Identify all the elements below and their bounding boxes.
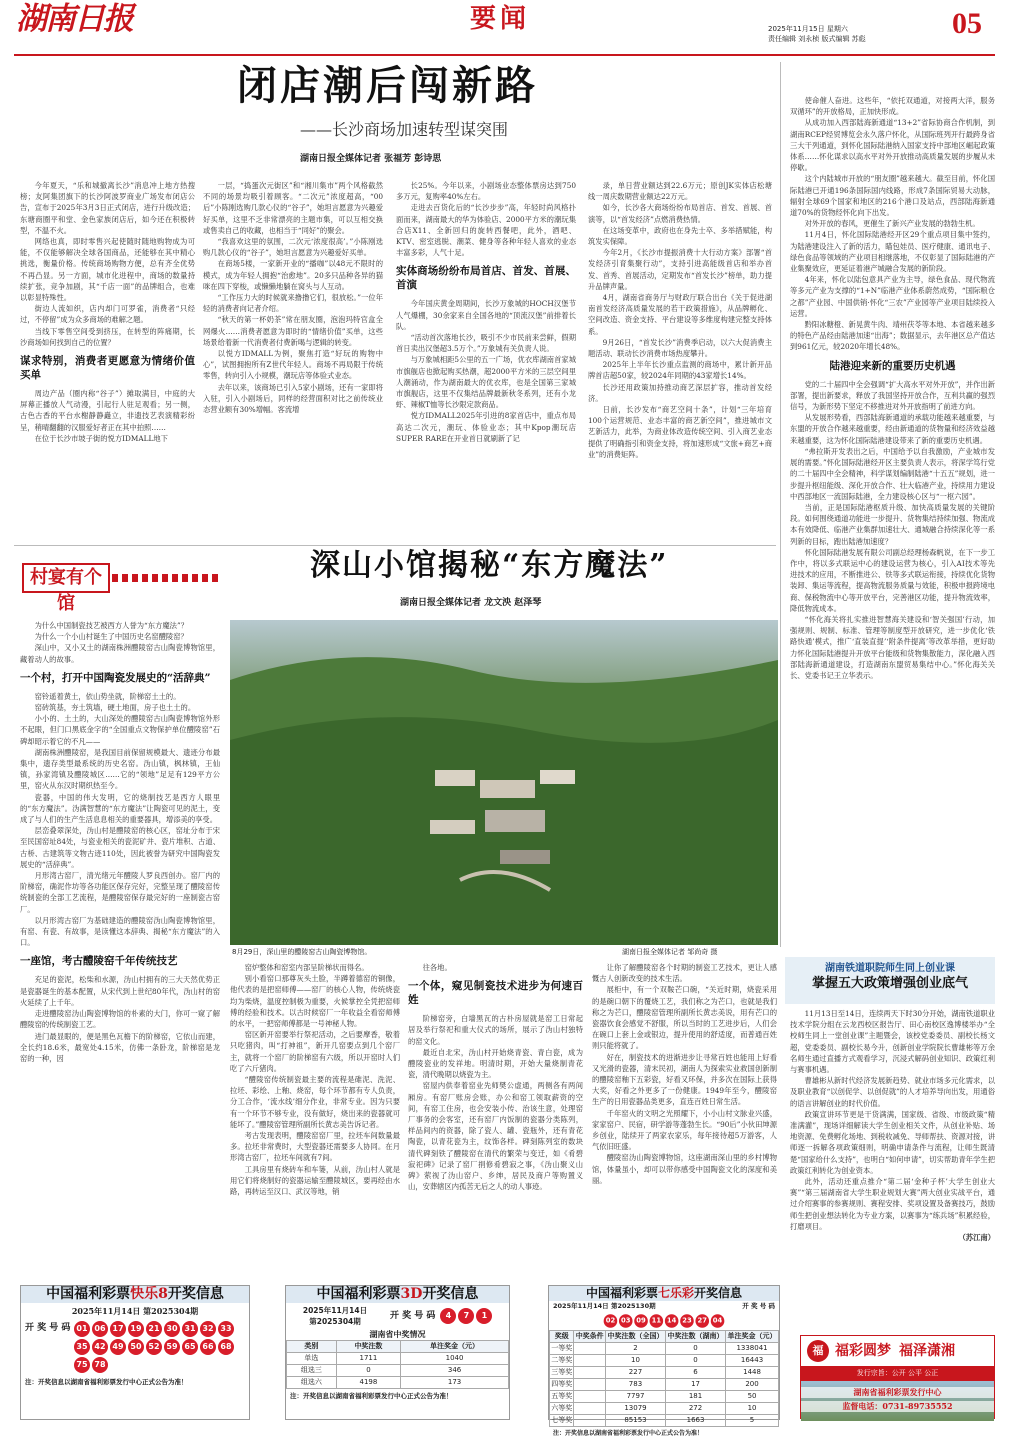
lottery-kl8-numbers [73, 1320, 245, 1374]
number-ball: 68 [218, 1339, 234, 1355]
number-ball: 03 [619, 1314, 633, 1328]
ad-line3: 监督电话：0731-89735552 [801, 1401, 994, 1412]
table-row: 二等奖 10 0 16443 [550, 1355, 779, 1367]
table-row: 七等奖 85153 1663 5 [550, 1415, 779, 1427]
number-ball: 23 [680, 1314, 694, 1328]
story2-column-1: 为什么中国制瓷技艺被西方人誉为“东方魔法”？ 为什么一个小山村诞生了中国历史名窑醴陵窑？ 深山中，又小又土的湖南株洲醴陵窑古山陶瓷博物馆里，藏着动人的故事。 一个村，打开中国陶瓷发展史的“活辞典” 窑铃遥着黄土，依山势坐就，阶梯窑土土的。 窑砖筑基，夯土筑墙，硬土地面，房子也土土的。 小小的、土土的，大山深处的醴陵窑古山陶瓷博物馆外形不起眼，但门口黑底金字的“全国重点文物保护单位醴陵窑”石碑却昭示着它的不凡—— 湖南株洲醴陵窑，是我国目前保留规模最大、遗迹分布最集中，遗存类型最系统的历史名窑。沩山镇，枫林镇，王仙镇，孙家湾镇及醴陵城区……它的“领地”足足有129平方公里，窑火从东汉时期织热至今。 瓷器，中国的伟大发明，它的烧制技艺是西方人眼里的“东方魔法”。沩满智慧的“东方魔法”让陶瓷可见的泥土，变成了与人们的生产生活息息相关的重要器具，增添美的享受。 层峦叠翠深处，沩山村是醴陵窑的核心区，窑址分布于宋至民国窑址84处，与瓷业相关的瓷泥矿井、瓷片堆积、古道、古桥、古建筑等文物古迹110处，因此被誉为研究中国陶瓷发展史的“活辞典”。 月形湾古窑厂，清光绪元年醴陵人罗良西创办。窑厂内的阶梯窑，确泥作坊等各功能区保存完好，完整呈现了醴陵窑传统制瓷的全部工艺流程，是醴陵窑保存最完好的一座制瓷古窑厂。 以月形湾古窑厂为基础建造的醴陵窑沩山陶瓷博物馆里，有窑、有瓷、有故事，是读懂这本辞典、揭秘“东方魔法”的入口。 一座馆，考古醴陵窑千年传统技艺 充足的瓷泥，松柴和水源，沩山村拥有的三大天然优势正是瓷器诞生的基本配置，从宋代到上世纪80年代，沩山村的窑火延续了上千年。 走进醴陵窑沩山陶瓷博物馆的朴素的大门，你可一窥了解醴陵窑的传统制瓷工艺。 进门最显眼的，便是黑色瓦檐下的阶梯窑，它依山而建，全长约18.6米，最宽处4.15米，仿佛一条卧龙，阶梯窑是龙窑的一种，因 [20, 621, 220, 1063]
lottery-kl8-label: 开 奖 号 码 [25, 1323, 71, 1333]
page-number: 05 [952, 7, 982, 40]
table-row: 组选三 0 346 [287, 1365, 509, 1377]
ad-title-a: 福彩圆梦 [835, 1342, 891, 1359]
lottery-3d-table: 类别 中奖注数 单注奖金（元） 单选 1711 1040 组选三 0 346 组选六 4198 173 [286, 1340, 509, 1389]
number-ball: 21 [146, 1321, 162, 1337]
number-ball: 78 [92, 1357, 108, 1373]
story2-column-3: 往各地。 一个体，窥见制瓷技术进步为何速百姓 阶梯窑旁，白墙黑瓦的古朴房屋就是窑工日常起居及举行祭祀和重大仪式的场所，展示了沩山村独特的窑文化。 最近自北宋，沩山村开始烧青瓷、青白瓷，成为醴陵瓷业的发祥地。明清时期，开始大量烧制青花瓷，清代晚期以烧瓷为主。 窑屋内供奉着窑业先师樊公虚通，两侧各有两间厢房。有窑厂账房会账，办公和窑工领取薪资的空间，有窑工住房，也会安装小传、治该生意，处理窑厂事务的会客室，还有窑厂内饭制的瓷器分类陈列，样品间内的资器，除了瓷人、罐、瓷瓶外，还有青花陶瓷，以青花瓷为主，纹饰各样。碑刻陈列室的数块清代碑刻铁了醴陵窑在清代的繁荣与变迁，如《肴碧寂祀碑》记录了窑厂捐修肴碧寂之事，《沩山聚义山碑》萦视了沩山窑户、乡绅，居民及商户等购置义山，安葬辖区内孤苦无后之人的动人事迹。 [408, 963, 583, 1192]
story1-column-1: 今年夏天，“乐和城撤离长沙”消息冲上地方热搜榜；友阿集团旗下的长沙阿波罗商业广场发布闭店公告，宣布于2025年3月3日正式闭店，进行升级改造；东塘商圈平和堂、金色家族闭店后，如今还在积极转型，不温不火。 网络也真，即时零售兴起使随时随地购物成为可能，不仅能够解决全球各国商品，还能够在其中精心挑选，衡量价格。传统商场购物方便，总有齐全优势不再凸显。另一方面，城市化进程中，商场的数量持续扩张，竞争加剧，其“千店一面”的品牌组合，也难以彰显特殊性。 街边人流如织，店内却门可罗雀，消费者“只经过，不停留”成为众多商场的难解之题。 当线下零售空间受到挤压，在转型的阵痛期，长沙商场如何找到自己的位置？ 谋求特别，消费者更愿意为情绪价值买单 周边产品（圈内称“谷子”）摊取满目，中庭的大屏幕正播放人气动漫，引起行人驻足观看；另一侧，古色古香的平台水榭静静矗立，非遗技艺表演精彩纷呈，稍晴翻翻的汉服爱好者正在其中拍照…… 在位于长沙市坡子街的悦方IDMALL地下 [20, 181, 195, 443]
lottery-7lc-table: 奖级 中奖条件 中奖注数（全国） 中奖注数（湖南） 单注奖金（元） 一等奖 2 0 1338041 二等奖 10 0 16443 三等奖 227 6 1448 四等奖 783 17 200 五等奖 7797 181 50 六等奖 13079 272 10 七等奖 85153 1663 5 [549, 1330, 779, 1427]
number-ball: 04 [711, 1314, 725, 1328]
photo-caption: 8月29日，深山里的醴陵窑古山陶瓷博物馆。 [232, 948, 372, 956]
lottery-kl8-title: 中国福利彩票快乐8开奖信息 [21, 1286, 249, 1303]
lottery-kl8-panel [20, 1285, 250, 1420]
number-ball: 50 [128, 1339, 144, 1355]
story1-column-5: 使命催人奋进。这些年，“依托双通道，对接两大洋，服务双循环”的开放格局，正加快形成。 从成功加入西部陆海新通道“13+2”省际协商合作机制，到湖南RCEP经贸博览会永久落户怀化，从国际班列开行最跨身省三大干列通道，到怀化国际陆港纳入国家支持中部地区崛起政策体系……怀化谋求以高水平对外开放推动高质量发展的步履从未停歇。 这个内陆城市开放的“朋友圈”越来越大。截至目前，怀化国际陆港已开通196条国际国内线路，形成7条国际贸易大动脉，辐射全球69个国家和地区的216个港口及站点，西部陆海新通道70%的货物经怀化向下出发。 对外开放的春风，更催生了新兴产业发展的勃勃生机。 11月4日，怀化国际陆港经开区29个重点项目集中签约，为陆港建设注入了新的活力，瞄包娃员、医疗健康、通讯电子、绿色食品等领域的产业项目相继落地，不仅彰显了国际陆港的产业集聚效应，更延证着港产城融合发展的新阶段。 4年来，怀化以陆包意具产业为主导，绿色食品、现代物流等多元产业为支撑的“1+N”临港产业体系蔚然成势，“国际粮仓之都”产业园、中国供销·怀化“三农”产业园等产业项目陆续投入运营。 黔阳冰糖橙、新晃黄牛肉、靖州茯苓等本地、本省越来越多的特色产品经由陆港加速“出海”；数据显示，去年港区总产值达到961亿元，较2020年增长48%。 陆港迎来新的重要历史机遇 党的二十届四中全会强调“扩大高水平对外开放”，并作出新部署，提出新要求，释放了我国坚持开放合作，互利共赢的强烈信号，为新形势下坚定不移推进对外开放指明了前进方向。 从发展形势看，西部陆海新通道的承载功能越来越重要，与东盟的开放合作越来越重要，经由新通道的货物量和经济效益越来越重要，这为怀化国际陆港建设带来了新的重要历史机遇。 “弗拉斯开发表出之后，中国给予以自我激励，产业城市发展的需要。”怀化国际陆港经开区主要负责人表示，将深学笃行党的二十届四中全会精神，科学谋划编制陆港“十五五”规划，进一步提升枢纽能级、深化开放合作、壮大临港产业，持续用力建设中西部地区一流国际陆港，全力建设核心区与“一枢六园”。 当前，正是国际陆港枢质升级、加快高质量发展的关键阶段。如何围绕通道功能进一步提升、货物集结持续加强、物流成本有效降低、临港产业集群加速壮大、通城融合持续深化等一系列新的目标，跑出陆港加速度？ 怀化国际陆港发展有限公司副总经理杨森帆说，在下一步工作中，将以多式联运中心的建设运营为核心，引入AI技术等先进技术的应用，不断推进公、铁等多式联运衔接，持续优化货物装卸、集运等流程，提高物流服务质量与效能，积极申报跨境电商、保税物流中心等开放平台，完善港区功能，提升物流效率，降低物流成本。 “怀化海关将扎实推进智慧海关建设和‘智关强国’行动，加强规则、规制、标准、管理等制度型开放研究，进一步优化‘铁路快通’模式，推广‘直装直提’‘附条件提离’等改革举措，更好助力怀化国际陆港提升开放平台能级和货物集散能力，深化融入西部陆海新通道建设，打造湖南东盟贸易集结中心。”怀化海关关长、党委书记王立华表示。 [790, 96, 995, 680]
section-title: 要闻 [470, 4, 531, 34]
story2-subheading-c: 一个体，窥见制瓷技术进步为何速百姓 [408, 980, 583, 1007]
story1-byline: 湖南日报全媒体记者 张福芳 彭诗思 [300, 154, 442, 164]
story1-column-4: 录，单日营业额达到22.6万元；原创JK实体店松塘线一周庆数期营业额达22万元。 如今，长沙各大商场纷纷布局首店、首发、首展、首演等，以“首发经济”点燃消费热情。 在这场变革中，政府也在身先士卒、多举措赋能，构筑发实保障。 今年2月，《长沙市提振消费十大行动方案》部署“首发经济引育集聚行动”，支持引进高能级首店和举办首发、首秀、首展活动，定期发布“首发长沙”榜单，助力提升品牌声量。 4月，湖南省商务厅与财政厅联合出台《关于促进湖南首发经济高质量发展的若干政策措施》，从品牌孵化、空间改造、资金支持、平台建设等多维度构建完整支持体系。 9月26日，“首发长沙”消费季启动，以六大促消费主题活动、联动长沙消费市场热度攀升。 2025年上半年长沙重点监测的商场中，累计新开品牌首店超50家，较2024年同期的43家增长14%。 长沙还用政策加持推动商艺深层扩容，推动首发经济。 日前，长沙发布“商艺空间十条”，计划“三年培育100个运营规范、业态丰富的商艺新空间”，推进城市文艺新活力，此举，为商业体改造传统空间、引入商艺业态提供了明确指引和资金支持，将加速形成“文旅+商艺+商业”的消费矩阵。 [588, 181, 772, 459]
column-divider [780, 62, 781, 947]
editors-line: 责任编辑 刘永桢 版式编辑 苏彪 [768, 35, 866, 43]
lottery-3d-numbers [439, 1307, 493, 1325]
ad-line1: 发行宗旨：公开 公平 公正 [801, 1366, 994, 1381]
number-ball: 30 [164, 1321, 180, 1337]
lottery-7lc-issue: 2025年11月14日 第2025130期 [553, 1302, 656, 1310]
lottery-7lc-numbers [566, 1313, 762, 1328]
table-row: 五等奖 7797 181 50 [550, 1391, 779, 1403]
number-ball: 49 [110, 1339, 126, 1355]
table-row: 组选六 4198 173 [287, 1377, 509, 1389]
banner-decoration [112, 574, 222, 582]
sidebar-author: （苏江南） [958, 1233, 995, 1243]
table-row: 一等奖 2 0 1338041 [550, 1343, 779, 1355]
lottery-7lc-title: 中国福利彩票七乐彩开奖信息 [549, 1286, 779, 1301]
number-ball: 75 [74, 1357, 90, 1373]
sidebar-title-box [785, 957, 995, 1004]
story1-subheading-a: 谋求特别，消费者更愿意为情绪价值买单 [20, 355, 195, 382]
story2-byline: 湖南日报全媒体记者 龙文泱 赵泽琴 [400, 598, 542, 608]
lottery-7lc-panel [548, 1285, 780, 1437]
story1-column-3: 长25%。今年以来，小剧场业态整体票房达到750多万元，复购率40%左右。 走进去百货化后的“长沙步步”高，年轻时尚风格扑面而来，湖南最大的华为体验店、2000平方米的潮玩集合店X11、全新回归的旋转西餐吧，此外，酒吧、KTV、密室逃脱、潮菜、健身等各种年轻人喜欢的业态丰富多彩，人气十足。 实体商场纷纷布局首店、首发、首展、首演 今年国庆黄金周期间，长沙万象城的HOCH汉堡节人气爆棚，30余家来自全国各地的“顶流汉堡”前排着长队。 “活动首次落地长沙，吸引不少市民前来尝鲜，假期首日卖出汉堡超3.5万个。”万象城有关负责人说。 与万象城相距5公里的五一广场，优衣库湖南首家城市旗舰店也掀起购买热潮，超2000平方米的三层空间里人潮涌动，作为湖南最大的优衣库，也是全国第三家城市旗舰店，这里不仅集结品牌最新秋冬系列，还有小龙虾、辣椒T恤等长沙限定款商品。 悦方IDMALL2025年引进的8家首店中，重点布局高达二次元，潮玩、体验业态；其中Kpop潮玩店SUPER RARE在开业首日就刷新了记 [396, 181, 576, 443]
table-row: 四等奖 783 17 200 [550, 1379, 779, 1391]
number-ball: 27 [695, 1314, 709, 1328]
table-row: 单选 1711 1040 [287, 1353, 509, 1365]
number-ball: 42 [92, 1339, 108, 1355]
photo-credit: 湖南日报全媒体记者 邹尚奇 摄 [622, 948, 718, 956]
lottery-kl8-note: 注：开奖信息以湖南省福利彩票发行中心正式公告为准！ [25, 1378, 188, 1386]
ad-city-image [801, 1381, 994, 1421]
number-ball: 14 [665, 1314, 679, 1328]
lottery-7lc-note: 注：开奖信息以湖南省福利彩票发行中心正式公告为准！ [553, 1430, 704, 1437]
date-line: 2025年11月15日 星期六 [768, 25, 848, 33]
number-ball: 59 [164, 1339, 180, 1355]
date-meta [768, 24, 866, 44]
number-ball: 7 [458, 1308, 474, 1324]
number-ball: 17 [110, 1321, 126, 1337]
number-ball: 19 [128, 1321, 144, 1337]
number-ball: 4 [440, 1308, 456, 1324]
story1-subheading-b: 实体商场纷纷布局首店、首发、首展、首演 [396, 265, 576, 292]
table-row: 六等奖 13079 272 10 [550, 1403, 779, 1415]
lottery-logo-icon: 福 [807, 1340, 829, 1362]
story-divider [14, 545, 776, 546]
number-ball: 33 [218, 1321, 234, 1337]
story1-subheading-c: 陆港迎来新的重要历史机遇 [829, 359, 956, 372]
lottery-3d-table-title: 湖南省中奖情况 [369, 1330, 426, 1339]
ad-line2: 湖南省福利彩票发行中心 [801, 1387, 994, 1398]
lottery-3d-panel [285, 1285, 510, 1420]
lottery-3d-issue: 第2025304期 [309, 1317, 361, 1326]
number-ball: 32 [200, 1321, 216, 1337]
lottery-3d-note: 注：开奖信息以湖南省福利彩票发行中心正式公告为准！ [290, 1392, 453, 1400]
story1-subhead: ——长沙商场加速转型谋突围 [300, 120, 509, 139]
lottery-3d-title: 中国福利彩票3D开奖信息 [286, 1286, 509, 1303]
sidebar-body: 11月13日至14日，连续两天下时30分开始，湖南铁道职业技术学院分组在云龙西校区报告厅、田心南校区逸博楼举办“全校师生同上一堂创业课”主题暨会，该校党委委员、副校长杨文超，党委委员、副校长易今升，创新创业学院院长曹雄彬等万余名师生通过直播方式观看学习，沉浸式解码创业知识、政策红利与赛事机遇。 曹雄彬从新时代经济发展新趋势、就业市场多元化需求，以及职业教育“以创促学、以创促就”的人才培养导向出发，用通俗的语言讲解创业的时代价值。 政策宣讲环节更是干货满满，国家级、省级、市级政策“精准满灌”，现场详细解读大学生创业相关文件，从创业补贴、场地资源、免费孵化场地、到税收减免、导师帮扶、资源对接，讲师逐一拆解各项政策细则，明确申请条件与流程，让师生既清楚“国家给什么支持”，也明白“如何申请”，切实帮助青年学生把政策红利转化为创业资本。 此外，活动还重点推介“第二届‘金种子杯’大学生创业大赛”“第三届湖南省大学生职业规划大赛”两大创业实战平台，通过介绍赛事的参赛规则、赛程安排、奖项设置及备赛技巧，鼓励师生把创业想法转化为专业方案，以赛事为“练兵场”积累经验，打磨项目。 （苏江南） [790, 1009, 995, 1243]
masthead-rule [14, 54, 995, 56]
story1-column-2: 一层，“捣蛋次元街区”和“湘川集市”两个风格截然不同的场景均吸引着顾客。“二次元”浓度超高，“00后”小陈刚选购几款心仪的“谷子”，她坦言愿意为兴趣爱好买单，这里不乏非常漂亮的主题市集，可以互相交换或售卖自己的收藏，也相当于“同好”的聚会。 “我喜欢这里的氛围，二次元‘浓度很高’。”小陈刚选购几款心仪的“谷子”，她坦言愿意为兴趣爱好买单。 在商场5楼，一家新开业的“播咖”以48元不限时的模式，成为年轻人拥抱“治愈地”。20多只品种各异的猫咪在四下穿梭，或懒懒地躺在窝头与人互动。 “工作压力大的时候就来撸撸它们，很放松。”一位年轻的消费者向记者介绍。 “秋天的第一杯奶茶”常在朋友圈，泡泡玛特官盒全网爆火……消费者愿意为即时的“情绪价值”买单，这些场景给着新一代消费者付费新喝与逻辑的转变。 以悦方IDMALL为例，聚焦打造“好玩的购物中心”，试图拥抱所有Z世代年轻人。商场不再局限于传统零售，转向引入小规模，潮玩店等体验式业态。 去年以来，该商场已引入5家小剧场，还有一家即将入驻，引入小剧场后，同样的经营面积对比之前传统业态营业额有30%增幅。客流增 [203, 181, 383, 415]
number-ball: 65 [182, 1339, 198, 1355]
newspaper-logo: 湖南日报 [16, 1, 132, 37]
lottery-7lc-label: 开 奖 号 码 [742, 1302, 775, 1310]
number-ball: 09 [634, 1314, 648, 1328]
lottery-kl8-issue: 2025年11月14日 第2025304期 [71, 1306, 199, 1316]
museum-photo [230, 620, 778, 945]
sidebar-title: 湖南铁道职院师生同上创业课 [825, 963, 955, 974]
sidebar-headline: 掌握五大政策增强创业底气 [811, 976, 968, 991]
number-ball: 11 [650, 1314, 664, 1328]
lottery-3d-label: 开 奖 号 码 [390, 1310, 436, 1321]
story1-headline: 闭店潮后闯新路 [237, 62, 538, 109]
story2-subheading-a: 一个村，打开中国陶瓷发展史的“活辞典” [20, 671, 211, 684]
ad-title-b: 福泽潇湘 [899, 1342, 955, 1359]
story2-column-2: 窑炉整体和窑室内部呈阶梯状而得名。 别小看窑口那尊灰头土脸，半蹲着德窑的铜像，他代表的是把窑师傅——窑厂的核心人物，传统烧瓷均为柴烧，温度控制极为重要，火候掌控全凭把窑师傅的经验和技术。以古时候窑厂一年收益全看窑师傅的水平，一把窑师傅都是一号神秘人物。 窑区新开窑要举行祭祀活动，之后要摩香，敬着只吃猪肉，叫“打神祖”，新开几窑要点到几个窑厂主，就将一个窑厂的阶梯窑有六级，所以开窑时人们吃了六斤猪肉。 “醴陵窑传统制瓷最主要的流程是碓泥、洗泥、拉坯、彩绘、上釉、烧窑，每个环节都有专人负责，分工合作，‘流水线’细分作业，非常专业。因为只要有一个环节不够专业，没有做好，烧出来的瓷器就可能坏了。”醴陵窑管理所副所长黄志美告诉记者。 考古发现表明，醴陵窑窑厂里，拉坯车间数量最多。拉坯非常费时，大型瓷器还需要多人协同。在月形湾古窑厂，拉坯车间就有7间。 工具房里有烧砖车和车篓，从前，沩山村人就是用它们将烧制好的瓷器运输至醴陵城区，要再经由水路，再转运至汉口、武汉等地，销 [230, 963, 400, 1197]
museum-photo-illustration [230, 620, 778, 945]
number-ball: 35 [74, 1339, 90, 1355]
number-ball: 52 [146, 1339, 162, 1355]
number-ball: 01 [74, 1321, 90, 1337]
lottery-3d-date: 2025年11月14日 [302, 1306, 368, 1315]
table-row: 三等奖 227 6 1448 [550, 1367, 779, 1379]
number-ball: 31 [182, 1321, 198, 1337]
story2-headline: 深山小馆揭秘“东方魔法” [310, 548, 669, 583]
number-ball: 02 [604, 1314, 618, 1328]
number-ball: 1 [476, 1308, 492, 1324]
welfare-lottery-ad [800, 1335, 995, 1419]
story2-subheading-b: 一座馆，考古醴陵窑千年传统技艺 [20, 955, 178, 968]
story2-column-4: 让你了解醴陵窑各个时期的制瓷工艺技术，更让人感慨古人创新改变的技术生活。 展柜中，有一个双鞍芒口碗，“关近时期，烧瓷采用的是碗口朝下的覆烧工艺，我们称之为芒口，也就是我们称之为芒口，醴陵窑管理所副所长黄志美说，用有芒口的瓷器饮食会感觉不舒服，所以当时的工艺进步后，人们会在碗口上套上金或银边，提升使用的舒适度，而普通百姓则只能将就了。 好在，制瓷技术的进渐进步让寻常百姓也能用上好看又光滑的瓷器，清末民初，湖南人为探索实业救国创新制的醴陵窑釉下五彩瓷，好看又环保，并多次在国际上获得大奖，好看之外更多了一份健康。1949年至今，醴陵窑生产的日用瓷器品类更多，直连百姓日常生活。 千年窑火的文明之光照耀下，小小山村文脉业兴盛，家家窑户、民宿，研学游等蓬勃生长。“90后”小伙田坤源乡创业，陆续开了两家农家乐，每年接待超5万游客，人气依旧旺盛。 醴陵窑沩山陶瓷博物馆，这座湖南深山里的乡村博物馆，体量虽小，却可以带你感受中国陶瓷文化的深度和美丽。 [592, 963, 777, 1185]
number-ball: 66 [200, 1339, 216, 1355]
number-ball: 06 [92, 1321, 108, 1337]
column-banner: 村宴有个馆 [22, 563, 110, 593]
